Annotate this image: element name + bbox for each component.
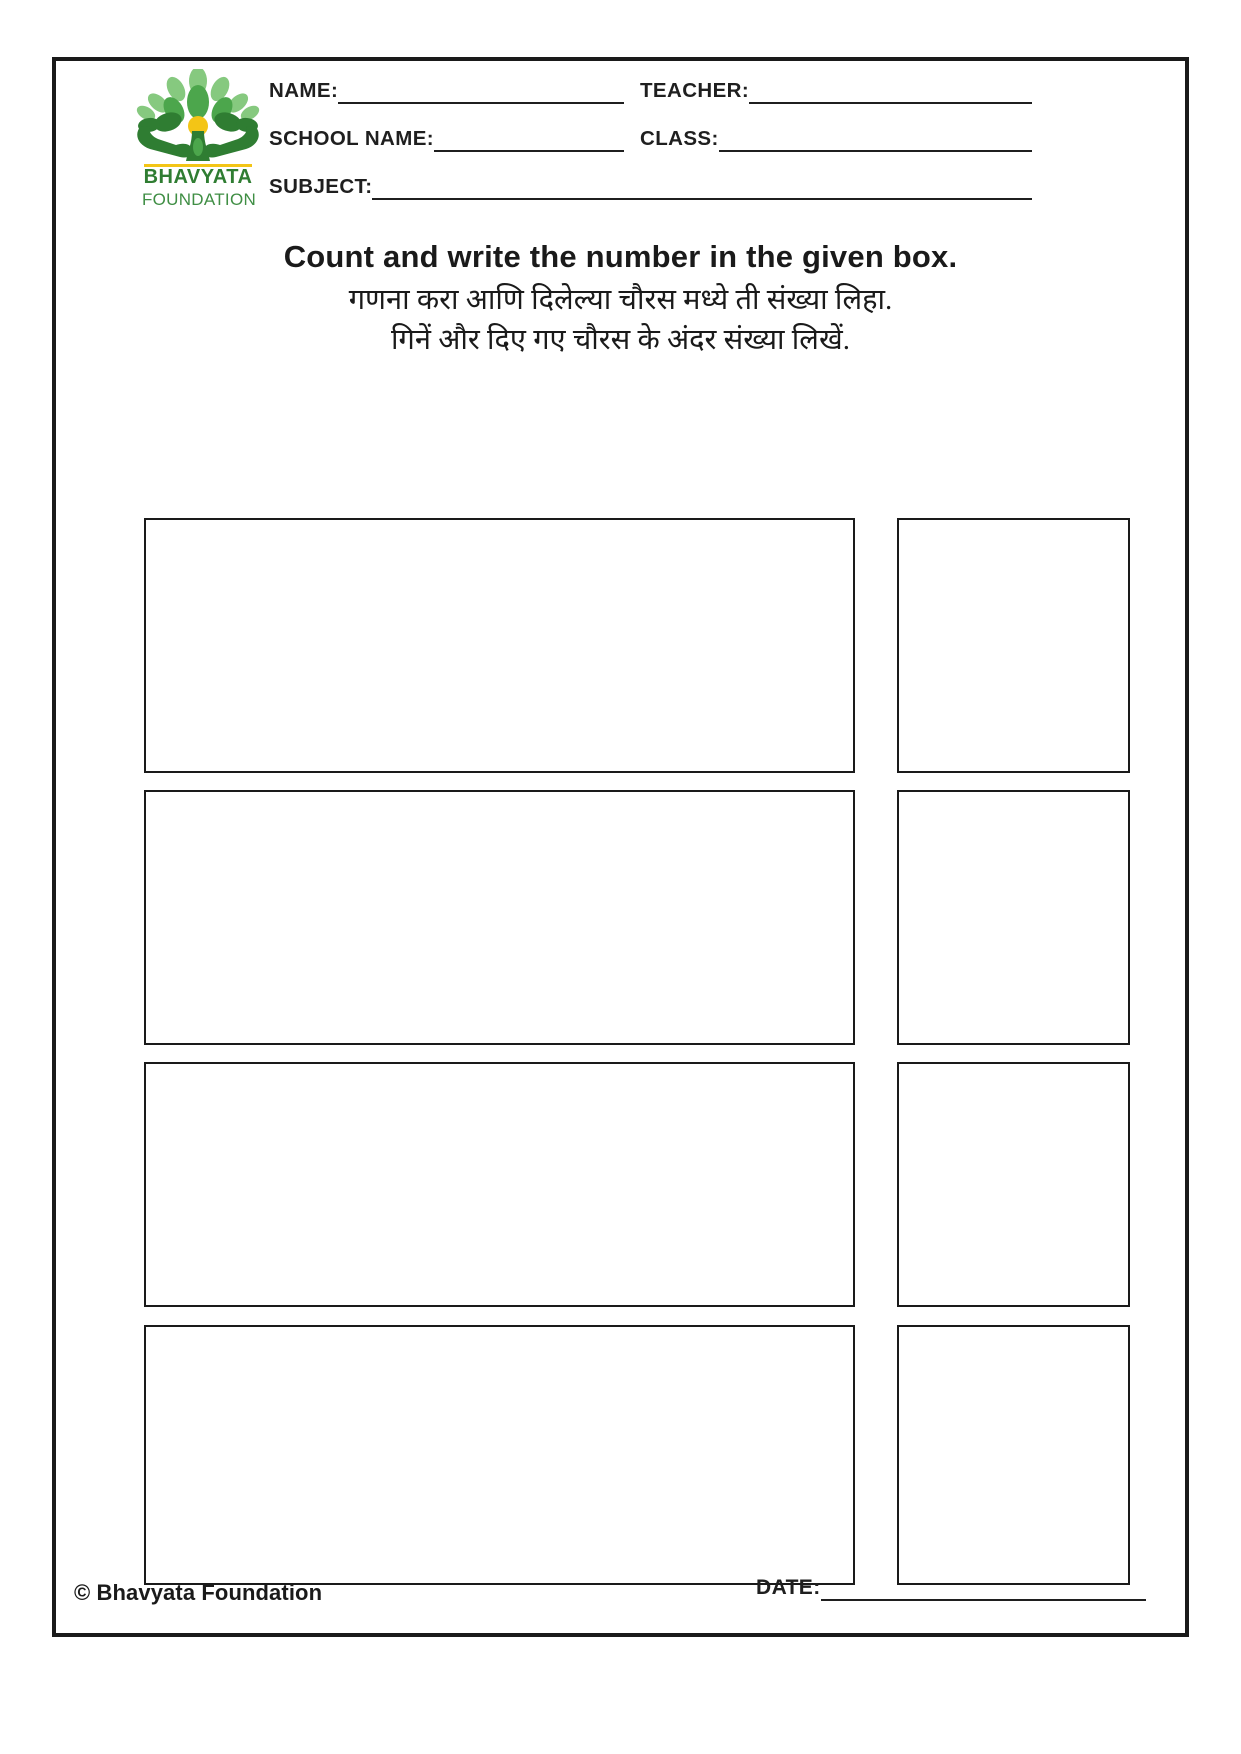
- question-1-items-panel: [144, 518, 855, 773]
- field-teacher-input[interactable]: [749, 102, 1032, 104]
- field-date-label: DATE:: [756, 1576, 821, 1599]
- field-school-name-label: SCHOOL NAME:: [269, 127, 435, 150]
- copyright-text: © Bhavyata Foundation: [74, 1580, 323, 1605]
- field-subject-input[interactable]: [372, 198, 1032, 200]
- field-date[interactable]: [756, 1576, 1146, 1602]
- field-subject[interactable]: [269, 175, 1032, 201]
- worksheet-footer: [56, 1560, 1185, 1634]
- logo-brand-subname: FOUNDATION: [141, 190, 257, 209]
- field-name[interactable]: [269, 79, 624, 105]
- field-name-label: NAME:: [269, 79, 339, 102]
- field-school-name-input[interactable]: [434, 150, 624, 152]
- answer-box-1[interactable]: [897, 518, 1130, 773]
- answer-box-3[interactable]: [897, 1062, 1130, 1307]
- logo-brand-name: BHAVYATA: [143, 166, 253, 188]
- instruction-block: [56, 238, 1185, 360]
- tree-in-hands-logo-icon: [118, 69, 278, 169]
- question-2-items-panel: [144, 790, 855, 1045]
- instruction-marathi: गणना करा आणि दिलेल्या चौरस मध्ये ती संख्या लिहा.: [348, 283, 893, 316]
- worksheet-header: [56, 61, 1185, 216]
- instruction-hindi: गिनें और दिए गए चौरस के अंदर संख्या लिखें.: [391, 323, 850, 356]
- field-teacher[interactable]: [640, 79, 1032, 105]
- question-4-items-panel: [144, 1325, 855, 1585]
- bhavyata-logo: [118, 69, 278, 219]
- field-subject-label: SUBJECT:: [269, 175, 373, 198]
- field-class-input[interactable]: [719, 150, 1032, 152]
- answer-box-2[interactable]: [897, 790, 1130, 1045]
- field-class-label: CLASS:: [640, 127, 719, 150]
- question-3-items-panel: [144, 1062, 855, 1307]
- answer-box-4[interactable]: [897, 1325, 1130, 1585]
- field-date-input[interactable]: [821, 1599, 1146, 1601]
- field-teacher-label: TEACHER:: [640, 79, 750, 102]
- field-school-name[interactable]: [269, 127, 624, 153]
- field-class[interactable]: [640, 127, 1032, 153]
- instruction-english: Count and write the number in the given box.: [283, 239, 958, 274]
- field-name-input[interactable]: [338, 102, 624, 104]
